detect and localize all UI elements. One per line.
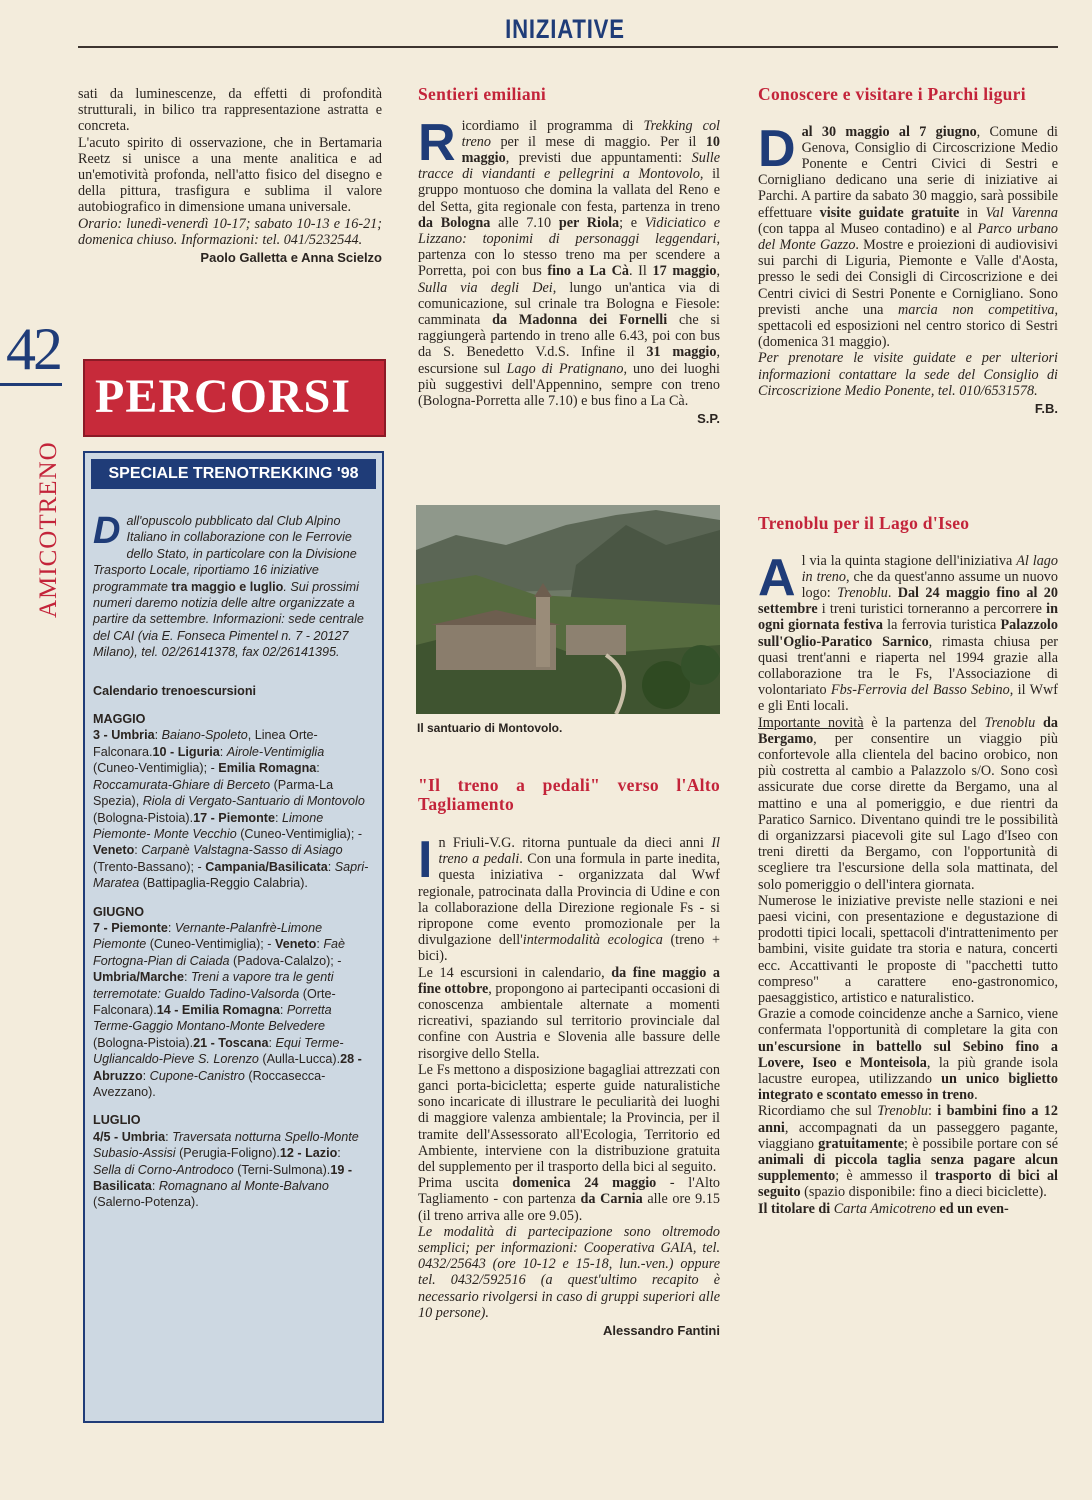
text-run: i bambini fino a 12 anni xyxy=(758,1103,1058,1136)
text-run: Il titolare di xyxy=(758,1200,834,1217)
text-run: l via la quinta stagione dell'iniziativa xyxy=(801,552,1017,569)
calendar-entries: 7 - Piemonte: Vernante-Palanfrè-Limone Piemonte (Cuneo-Ventimiglia); - Veneto: Faè Fortogna-Pian di Caiada (Padova-Calalzo); - Umbria/Marche: Treni a vapore tra le genti terremotate: Gualdo Tadino-Valsorda (Orte-Falconara).14 - Emilia Romagna: Porretta Terme-Gaggio Montano-Monte Belvedere (Bologna-Pistoia).21 - Toscana: Equi Terme-Ugliancaldo-Pieve S. Lorenzo (Aulla-Lucca).28 - Abruzzo: Cupone-Canistro (Roccasecca-Avezzano). xyxy=(93,920,362,1099)
text-run: Sulle tracce di viandanti e pellegrini a Montovolo xyxy=(418,149,720,183)
percorsi-title: PERCORSI xyxy=(95,370,352,423)
text-run: da Carnia xyxy=(580,1191,643,1208)
text-run: che si raggiungerà partendo in treno alle 6.43, poi con bus da S. Benedetto V.d.S. Infine il xyxy=(418,311,720,361)
entry-destination: Traversata notturna Spello-Monte Subasio-Assisi xyxy=(93,1129,359,1161)
text-run: gratuitamente xyxy=(818,1135,905,1152)
article-info: Orario: lunedì-venerdì 10-17; sabato 10-13 e 16-21; domenica chiuso. Informazioni: tel. 041/5232544. xyxy=(78,215,382,248)
article-signature: Paolo Galletta e Anna Scielzo xyxy=(200,250,382,266)
text-run: Vidiciatico e Lizzano: toponimi di personaggi leggendari xyxy=(418,214,721,247)
entry-line: , Linea Orte-Falconara. xyxy=(93,728,318,759)
text-run: Val Varenna xyxy=(985,204,1058,221)
text-run: Il treno a pedali xyxy=(438,835,720,868)
text-run: icordiamo il programma di xyxy=(461,117,644,134)
entry-label: 10 - Liguria xyxy=(152,744,220,759)
text-run: 17 maggio xyxy=(652,263,717,280)
text-run: da Bergamo xyxy=(758,714,1058,747)
text-run: , il Wwf e gli Enti locali. xyxy=(758,682,1058,715)
entry-destination: Vernante-Palanfrè-Limone Piemonte xyxy=(93,920,323,952)
text-run: per Riola xyxy=(558,214,620,231)
sentieri-signature: S.P. xyxy=(697,411,720,427)
speciale-intro: Dall'opuscolo pubblicato dal Club Alpino Italiano in collaborazione con le Ferrovie dello Stato, in particolare con la Divisione Trasporto Locale, riportiamo 16 iniziative programmate tra maggio e luglio. Sui prossimi numeri daremo notizia delle altre organizzate a partire da settembre. Informazioni: sede centrale del CAI (via E. Fonseca Pimentel n. 7 - 20127 Milano), tel. 02/26141378, fax 02/26141395. xyxy=(93,510,364,660)
text-run: visite guidate gratuite xyxy=(819,204,960,221)
text-run: , spettacoli ed esposizioni nel centro storico di Sestri (domenica 31 maggio). xyxy=(758,301,1059,351)
sentieri-body xyxy=(418,113,721,410)
side-accent-bar xyxy=(0,383,62,386)
treno-pedali-p5: Le modalità di partecipazione sono oltremodo semplici; per informazioni: Cooperativa GAIA, tel. 0432/25643 (ore 10-12 e 15-18, lun.-ven.) oppure tel. 0432/592516 (a quest'ultimo recapito è necessario rivolgersi in caso di gruppi superiori alle 10 persone). xyxy=(418,1223,720,1321)
text-run: Importante novità xyxy=(758,714,864,731)
trenoblu-p6 xyxy=(758,1201,1058,1217)
calendar-month: GIUGNO xyxy=(93,904,145,919)
photo-caption: Il santuario di Montovolo. xyxy=(417,721,563,735)
col1-article xyxy=(78,86,382,266)
text-run: . Con una formula in parte inedita, questa iniziativa - organizzata dal Wwf regionale, patrocinata dalla Provincia di Udine e con la collaborazione della Direzione regionale Fs - si ripropone come evento promozionale per la divulgazione dell' xyxy=(418,851,720,949)
treno-pedali-signature: Alessandro Fantini xyxy=(602,1323,720,1339)
header-rule xyxy=(78,46,1058,48)
entry-line: (Battipaglia-Reggio Calabria). xyxy=(139,876,308,891)
text-run: Grazie a comode coincidenze anche a Sarnico, viene confermata l'opportunità di completare la gita con xyxy=(758,1006,1058,1039)
col2-treno-pedali xyxy=(418,776,720,1339)
text-run: è la partenza del xyxy=(863,714,985,731)
text-run: 31 maggio xyxy=(646,344,717,361)
entry-line: (Cuneo-Ventimiglia); - xyxy=(93,761,219,776)
entry-label: 28 - Abruzzo xyxy=(93,1052,362,1083)
text-run: un'escursione in battello sul Sebino fino a Lovere, Iseo e Monteisola xyxy=(758,1038,1058,1071)
text-run: , per consentire un viaggio più confortevole alla clientela del bacino orobico, non più costretta al cambio a Palazzolo s/O. Sono così assicurate due corse dirette da Bergamo, una al mattino e una al pomeriggio, e due rientri da Paratico Sarnico. Diventano quindi tre le possibilità di organizzarsi piacevoli gite sul Lago d'Iseo con treni diretti da Bergamo, con l'opportunità di scegliere tra l'escursione della sola mattinata, del solo pomeriggio o dell'intera giornata. xyxy=(758,730,1058,893)
dropcap: D xyxy=(758,119,796,178)
entry-line: (Aulla-Lucca). xyxy=(258,1052,341,1067)
text-run: . xyxy=(974,1087,978,1104)
entry-line: (Parma-La Spezia), xyxy=(93,777,334,809)
text-run: (treno + bici). xyxy=(418,932,720,965)
entry-label: Campania/Basilicata xyxy=(205,859,328,874)
entry-destination: Airole-Ventimiglia xyxy=(226,744,325,759)
entry-label: Umbria/Marche xyxy=(93,970,184,985)
entry-label: 12 - Lazio xyxy=(279,1146,338,1161)
photo-illustration xyxy=(416,505,720,714)
dropcap: I xyxy=(418,831,433,889)
text-run: domenica 24 maggio xyxy=(512,1175,657,1192)
text-run: , xyxy=(716,263,721,280)
parchi-title: Conoscere e visitare i Parchi liguri xyxy=(758,84,1026,104)
text-run: Trenoblu xyxy=(984,714,1036,731)
text-run: da Madonna dei Fornelli xyxy=(492,311,668,328)
entry-destination: Riola di Vergato-Santuario di Montovolo xyxy=(142,794,365,809)
trenoblu-p3 xyxy=(758,893,1058,1006)
parchi-signature: F.B. xyxy=(1034,400,1058,416)
text-run: per il mese di maggio. Per il xyxy=(490,133,706,150)
dropcap: D xyxy=(93,510,121,552)
entry-line: (Perugia-Foligno). xyxy=(175,1146,280,1161)
text-run: , uno dei luoghi più suggestivi dell'Appennino, sempre con treno (Bologna-Porretta alle 7.10) e bus fino a La Cà. xyxy=(418,360,720,409)
text-run: Trenoblu xyxy=(837,584,888,601)
text-run: , lungo un'antica via di comunicazione, sul crinale tra Bologna e Fiesole: camminata xyxy=(418,279,720,328)
text-run: Trenoblu xyxy=(877,1103,928,1120)
entry-destination: Romagnano al Monte-Balvano xyxy=(158,1179,329,1194)
entry-label: 4/5 - Umbria xyxy=(93,1129,166,1144)
text-run: ; è ammesso il xyxy=(835,1168,935,1185)
text-run: da fine maggio a fine ottobre xyxy=(418,964,720,997)
entry-destination: Sapri-Maratea xyxy=(93,859,369,891)
text-run: : xyxy=(927,1103,938,1120)
treno-pedali-p4 xyxy=(418,1175,720,1224)
calendar-month: LUGLIO xyxy=(93,1113,141,1128)
dropcap: R xyxy=(418,113,456,172)
text-run: Ricordiamo che sul xyxy=(758,1103,878,1120)
text-run: alle 7.10 xyxy=(490,214,559,231)
text-run: trasporto di bici al seguito xyxy=(758,1168,1058,1201)
entry-line: (Trento-Bassano); - xyxy=(93,859,206,874)
entry-label: Veneto xyxy=(93,843,135,858)
entry-destination: Carpanè Valstagna-Sasso di Asiago xyxy=(141,843,343,858)
text-run: Le Fs mettono a disposizione bagagliai attrezzati con ganci porta-bicicletta; esperte guide naturalistiche sono incaricate di illustrare le peculiarità dei luoghi di maggiore valenza ambientale; la Provincia, per il tramite dell'Assessorato all'Ecologia, Territorio ed Ambiente, interviene con la distribuzione gratuita del supplemento per il trasporto della bici al seguito. xyxy=(418,1061,720,1176)
text-run: Palazzolo sull'Oglio-Paratico Sarnico xyxy=(758,617,1058,650)
trenoblu-p5 xyxy=(758,1103,1058,1200)
text-run: Al lago in treno xyxy=(801,552,1058,585)
text-run: , accompagnati da un passeggero pagante, viaggiano xyxy=(758,1119,1058,1152)
entry-line: (Bologna-Pistoia). xyxy=(93,810,194,825)
calendar-entries: 4/5 - Umbria: Traversata notturna Spello-Monte Subasio-Assisi (Perugia-Foligno).12 - Lazio: Sella di Corno-Antrodoco (Terni-Sulmona).19 - Basilicata: Romagnano al Monte-Balvano (Salerno-Potenza). xyxy=(93,1129,359,1210)
text-run: in xyxy=(959,204,986,221)
trenoblu-p4 xyxy=(758,1006,1058,1103)
text-run: (con tappa al Museo contadino) e al xyxy=(758,220,978,237)
text-run: - l'Alto Tagliamento - con partenza xyxy=(418,1175,720,1208)
text-run: Numerose le iniziative previste nelle stazioni e nei paesi vicini, con presentazione e degustazione di prodotti tipici locali, spettacoli d'intrattenimento per bambini, visite guidate tra storia e natura, concerti ecc. Accattivanti le proposte di "pacchetti tutto compreso" a carattere eno-gastronomico, paesaggistico, artistico e naturalistico. xyxy=(758,892,1058,1006)
text-run: Prima uscita xyxy=(418,1175,513,1192)
text-run: , il gruppo montuoso che domina la vallata del Reno e del Setta, gita regionale con festa, partenza in treno xyxy=(418,166,720,215)
text-run: intermodalità ecologica xyxy=(522,932,663,949)
parchi-body xyxy=(758,119,1059,351)
text-run: . Il xyxy=(628,263,653,280)
dropcap: A xyxy=(758,548,796,607)
entry-label: Emilia Romagna xyxy=(218,761,317,776)
calendar-title: Calendario trenoescursioni xyxy=(93,683,257,698)
text-run: Dal 24 maggio fino al 20 settembre xyxy=(758,584,1058,618)
text-run: Sulla via degli Dei xyxy=(418,279,553,296)
entry-destination: Treni a vapore tra le genti terremotate: Gualdo Tadino-Valsorda xyxy=(93,970,334,1001)
text-run: , partenza con lo stesso treno ma per scendere a Porretta, poi con bus xyxy=(418,230,720,280)
text-run: alle ore 9.15 (il treno arriva alle ore 9.05). xyxy=(418,1191,721,1224)
entry-destination: Limone Piemonte- Monte Vecchio xyxy=(93,810,324,841)
entry-destination: Equi Terme-Ugliancaldo-Pieve S. Lorenzo xyxy=(93,1035,344,1067)
text-run: Carta Amicotreno xyxy=(833,1200,936,1217)
text-run: , la più grande isola lacustre europea, utilizzando xyxy=(758,1054,1058,1087)
text-run: , rimasta chiusa per quasi trent'anni e riaperta nel 1994 grazie alla collaborazione tra le Fs, l'Associazione di volontariato xyxy=(758,633,1058,699)
text-run: , che da quest'anno assume un nuovo logo: xyxy=(801,568,1058,601)
text-run: marcia non competitiva xyxy=(898,301,1055,318)
trenoblu-title: Trenoblu per il Lago d'Iseo xyxy=(758,513,970,533)
speciale-title: SPECIALE TRENOTREKKING '98 xyxy=(91,459,376,489)
entry-label: 19 - Basilicata xyxy=(93,1162,353,1194)
text-run: Fbs-Ferrovia del Basso Sebino xyxy=(830,682,1010,699)
text-run: 10 maggio xyxy=(461,133,720,166)
text-run: fino a La Cà xyxy=(547,263,629,280)
entry-line: (Padova-Calalzo); - xyxy=(229,953,342,968)
treno-pedali-p2 xyxy=(418,965,720,1062)
section-title: INIZIATIVE xyxy=(505,14,625,44)
entry-label: Veneto xyxy=(275,937,317,952)
text-run: i treni turistici torneranno a percorrere xyxy=(817,601,1047,618)
text-run: , previsti due appuntamenti: xyxy=(505,149,692,166)
speciale-box xyxy=(83,451,384,1423)
page-number: 42 xyxy=(6,316,60,382)
entry-destination: Sella di Corno-Antrodoco xyxy=(93,1162,234,1177)
sentieri-title: Sentieri emiliani xyxy=(418,84,547,104)
entry-line: (Roccasecca-Avezzano). xyxy=(93,1068,326,1099)
text-run: al 30 maggio al 7 giugno xyxy=(801,123,977,140)
text-run: ; è possibile portare con sé xyxy=(904,1135,1058,1152)
text-run: (spazio disponibile: fino a dieci biciclette). xyxy=(800,1184,1047,1201)
col2-sentieri xyxy=(418,85,720,427)
calendar-month: MAGGIO xyxy=(93,712,146,727)
entry-line: (Bologna-Pistoia). xyxy=(93,1035,194,1050)
article-paragraph: L'acuto spirito di osservazione, che in Bertamaria Reetz si unisce a una mente analitica e ad un'emotività profonda, nell'atto fisico del disegno e della pittura, trasfigura e sublima il valore autobiografico in dimensione umana universale. xyxy=(78,134,382,216)
text-run: Le 14 escursioni in calendario, xyxy=(418,964,612,981)
entry-destination: Porretta Terme-Gaggio Montano-Monte Belvedere xyxy=(93,1002,332,1034)
calendar-list xyxy=(93,711,372,1211)
text-run: Trekking col treno xyxy=(461,117,720,150)
entry-label: 21 - Toscana xyxy=(193,1035,269,1050)
entry-line: (Cuneo-Ventimiglia); - xyxy=(236,826,363,841)
entry-label: 7 - Piemonte xyxy=(93,920,168,935)
text-run: , escursione sul xyxy=(418,344,721,377)
treno-pedali-p1 xyxy=(418,831,720,965)
entry-line: (Cuneo-Ventimiglia); - xyxy=(146,937,276,952)
text-run: da Bologna xyxy=(418,214,491,231)
text-run: , Comune di Genova, Consiglio di Circoscrizione Medio Ponente e Centri Civici di Sestri e Cornigliano dedicano una serie di iniziative ai Parchi. A partire da sabato 30 maggio, sarà possibile effettuare xyxy=(758,123,1058,221)
speciale-text xyxy=(93,510,372,1211)
text-run: animali di piccola taglia senza pagare alcun supplemento xyxy=(758,1152,1058,1185)
text-run: . xyxy=(887,584,898,601)
text-run: , propongono ai partecipanti occasioni di conoscenza ambientale alternate a momenti ricreativi, spaziando sul territorio provinciale dal confine con Austria e Slovenia alle bassure delle risorgive dello Stella. xyxy=(418,980,720,1062)
text-run xyxy=(1035,715,1043,731)
magazine-name: AMICOTRENO xyxy=(35,441,62,618)
treno-pedali-p3 xyxy=(418,1062,720,1175)
calendar-entries: 3 - Umbria: Baiano-Spoleto, Linea Orte-Falconara.10 - Liguria: Airole-Ventimiglia (Cuneo-Ventimiglia); - Emilia Romagna: Roccamurata-Ghiare di Berceto (Parma-La Spezia), Riola di Vergato-Santuario di Montovolo (Bologna-Pistoia).17 - Piemonte: Limone Piemonte- Monte Vecchio (Cuneo-Ventimiglia); - Veneto: Carpanè Valstagna-Sasso di Asiago (Trento-Bassano); - Campania/Basilicata: Sapri-Maratea (Battipaglia-Reggio Calabria). xyxy=(93,728,369,891)
entry-label: 14 - Emilia Romagna xyxy=(156,1002,280,1017)
entry-line: (Orte-Falconara). xyxy=(93,986,336,1017)
text-run: . Mostre e proiezioni di audiovisivi sui parchi di Liguria, Piemonte e Valle d'Aosta, presso le sedi dei Consigli di Circoscrizione e dei Centri civici di Sestri Ponente e Cornigliano. Sono previsti anche una xyxy=(758,236,1058,318)
text-run: n Friuli-V.G. ritorna puntuale da dieci anni xyxy=(438,835,712,851)
santuario-photo xyxy=(416,505,720,714)
entry-destination: Baiano-Spoleto xyxy=(161,728,248,743)
text-run: ed un even- xyxy=(935,1200,1009,1217)
text-run: ; e xyxy=(619,214,645,231)
entry-destination: Faè Fortogna-Pian di Caiada xyxy=(93,937,346,968)
entry-destination: Cupone-Canistro xyxy=(149,1068,245,1083)
parchi-info: Per prenotare le visite guidate e per ulteriori informazioni contattare la sede del Consiglio di Circoscrizione Medio Ponente, tel. 010/6531578. xyxy=(758,350,1058,399)
entry-line: (Terni-Sulmona). xyxy=(233,1162,331,1177)
trenoblu-p1 xyxy=(758,548,1058,715)
text-run: un unico biglietto integrato e scontato emesso in treno xyxy=(758,1071,1058,1104)
col3-trenoblu xyxy=(758,514,1058,1217)
percorsi-banner xyxy=(83,359,386,437)
treno-pedali-title: "Il treno a pedali" verso l'Alto Tagliamento xyxy=(418,775,720,814)
entry-label: 17 - Piemonte xyxy=(193,810,275,825)
text-run: Parco urbano del Monte Gazzo xyxy=(758,220,1059,253)
entry-line: (Salerno-Potenza). xyxy=(93,1195,199,1210)
col3-parchi xyxy=(758,85,1058,417)
text-run: la ferrovia turistica xyxy=(882,617,1001,634)
text-run: Lago di Pratignano xyxy=(506,360,624,377)
article-paragraph: sati da luminescenze, da effetti di profondità strutturali, in bilico tra rappresentazione astratta e concreta. xyxy=(78,86,382,135)
text-run: in ogni giornata festiva xyxy=(758,601,1058,634)
entry-destination: Roccamurata-Ghiare di Berceto xyxy=(93,777,271,792)
trenoblu-p2 xyxy=(758,715,1058,893)
entry-label: 3 - Umbria xyxy=(93,728,155,743)
